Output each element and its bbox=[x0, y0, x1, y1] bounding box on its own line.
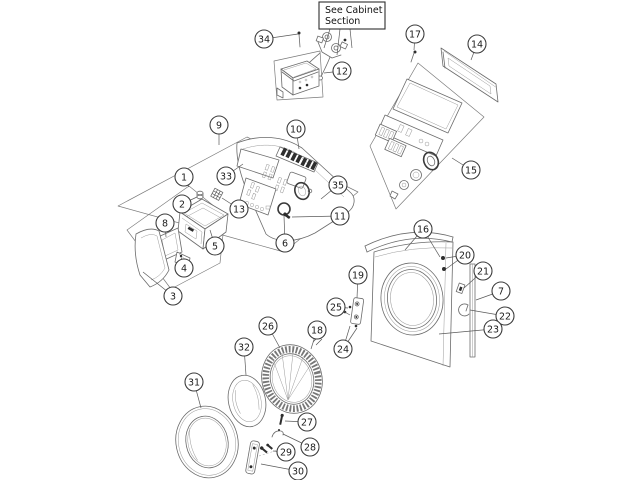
callout-number-3: 3 bbox=[169, 291, 177, 303]
callout-14 bbox=[468, 35, 486, 60]
door-latch bbox=[245, 440, 260, 474]
door-latch-striker bbox=[456, 283, 465, 294]
panel-screw-17 bbox=[411, 51, 417, 63]
callout-number-11: 11 bbox=[333, 211, 347, 223]
callout-number-16: 16 bbox=[416, 224, 430, 236]
callout-number-20: 20 bbox=[458, 250, 472, 262]
callout-number-9: 9 bbox=[215, 120, 223, 132]
callout-31 bbox=[185, 373, 203, 408]
callout-26 bbox=[259, 317, 280, 348]
callout-19 bbox=[349, 266, 367, 298]
hinge-screw bbox=[355, 325, 358, 328]
callout-number-2: 2 bbox=[178, 199, 186, 211]
latch-hook bbox=[459, 304, 469, 316]
callout-number-22: 22 bbox=[498, 311, 512, 323]
callout-15 bbox=[452, 158, 480, 179]
callout-number-21: 21 bbox=[476, 266, 490, 278]
note-box bbox=[319, 2, 385, 55]
callout-number-24: 24 bbox=[336, 344, 350, 356]
dispenser-housing bbox=[277, 61, 319, 98]
callout-number-15: 15 bbox=[464, 165, 478, 177]
door-outer-ring bbox=[169, 400, 245, 480]
door-hinge bbox=[350, 297, 364, 324]
note-line-2: Section bbox=[325, 16, 361, 27]
callout-number-5: 5 bbox=[211, 241, 219, 253]
callout-number-4: 4 bbox=[180, 263, 188, 275]
callout-number-8: 8 bbox=[161, 218, 169, 230]
top-panel bbox=[441, 48, 498, 102]
callout-number-31: 31 bbox=[187, 377, 201, 389]
callout-number-34: 34 bbox=[257, 34, 271, 46]
callout-24 bbox=[334, 326, 357, 358]
callout-number-33: 33 bbox=[219, 171, 233, 183]
callout-number-19: 19 bbox=[351, 270, 365, 282]
callout-number-6: 6 bbox=[281, 238, 289, 250]
callout-34 bbox=[255, 30, 298, 48]
callout-29 bbox=[273, 443, 295, 461]
callout-17 bbox=[406, 25, 424, 50]
screw-20b bbox=[442, 267, 446, 271]
callout-30 bbox=[261, 462, 307, 480]
screw-20a bbox=[441, 256, 445, 260]
note-line-1: See Cabinet bbox=[325, 5, 383, 16]
callout-number-25: 25 bbox=[329, 302, 343, 314]
callouts-layer bbox=[143, 25, 514, 480]
callout-number-28: 28 bbox=[303, 442, 317, 454]
callout-7 bbox=[476, 282, 510, 300]
inlet-hose bbox=[321, 57, 330, 77]
control-panel-inner-assembly bbox=[375, 79, 462, 199]
spring-clip bbox=[272, 429, 283, 437]
callout-number-13: 13 bbox=[232, 204, 246, 216]
callout-number-30: 30 bbox=[291, 466, 305, 478]
callout-number-1: 1 bbox=[180, 172, 188, 184]
callout-33 bbox=[217, 164, 243, 185]
callout-9 bbox=[210, 116, 228, 145]
callout-1 bbox=[175, 168, 193, 187]
selector-knob bbox=[421, 150, 441, 172]
callout-12 bbox=[324, 62, 351, 80]
callout-number-26: 26 bbox=[261, 321, 275, 333]
callout-number-27: 27 bbox=[300, 417, 314, 429]
callout-number-7: 7 bbox=[497, 286, 505, 298]
callout-27 bbox=[285, 413, 316, 431]
door-inner-ring bbox=[223, 372, 270, 431]
callout-number-10: 10 bbox=[289, 124, 303, 136]
hinge-pin bbox=[279, 414, 284, 426]
callout-18 bbox=[308, 321, 326, 349]
vent-grille bbox=[211, 188, 223, 200]
front-panel bbox=[365, 232, 453, 367]
callout-32 bbox=[235, 338, 253, 375]
callout-number-17: 17 bbox=[408, 29, 422, 41]
callout-25 bbox=[327, 298, 350, 316]
callout-number-35: 35 bbox=[331, 180, 345, 192]
callout-21 bbox=[464, 262, 492, 288]
callout-number-23: 23 bbox=[486, 324, 500, 336]
callout-number-12: 12 bbox=[335, 66, 349, 78]
callout-number-29: 29 bbox=[279, 447, 293, 459]
callout-number-32: 32 bbox=[237, 342, 251, 354]
callout-number-18: 18 bbox=[310, 325, 324, 337]
hinge-screw bbox=[349, 306, 352, 309]
callout-number-14: 14 bbox=[470, 39, 484, 51]
